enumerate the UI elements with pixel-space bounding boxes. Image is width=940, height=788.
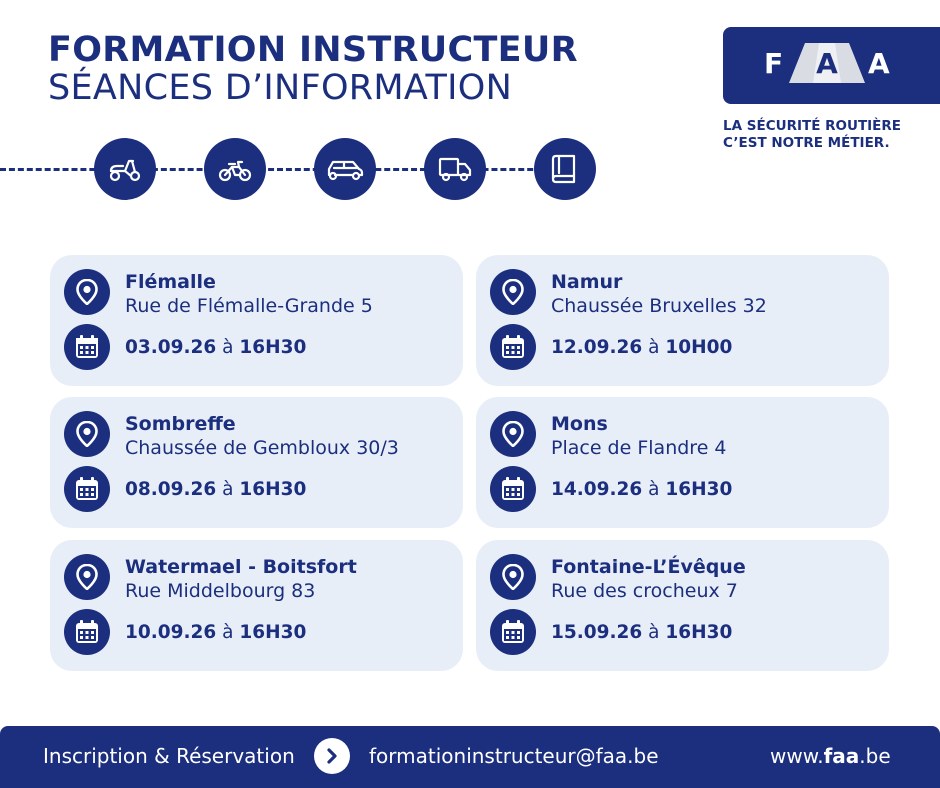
session-connector: à bbox=[216, 622, 240, 643]
location-pin-icon bbox=[64, 269, 110, 315]
website-link[interactable] bbox=[770, 744, 891, 768]
location-pin-icon bbox=[64, 554, 110, 600]
session-datetime bbox=[125, 622, 306, 643]
book-icon bbox=[534, 138, 596, 200]
session-time: 16H30 bbox=[239, 622, 307, 643]
website-domain: faa bbox=[823, 744, 860, 768]
session-connector: à bbox=[216, 337, 240, 358]
session-date: 08.09.26 bbox=[125, 479, 217, 500]
email-link[interactable]: formationinstructeur@faa.be bbox=[369, 744, 659, 768]
calendar-icon bbox=[64, 466, 110, 512]
session-card-watermael-boitsfort bbox=[50, 540, 463, 671]
session-address: Place de Flandre 4 bbox=[551, 437, 727, 459]
location-pin-icon bbox=[490, 411, 536, 457]
website-suffix: .be bbox=[859, 744, 891, 768]
tagline bbox=[723, 118, 901, 152]
session-date: 12.09.26 bbox=[551, 337, 643, 358]
calendar-icon bbox=[490, 324, 536, 370]
session-card-sombreffe bbox=[50, 397, 463, 528]
signup-label: Inscription & Réservation bbox=[43, 744, 295, 768]
website-prefix: www. bbox=[770, 744, 824, 768]
page-subtitle: SÉANCES D’INFORMATION bbox=[48, 68, 513, 108]
session-connector: à bbox=[216, 479, 240, 500]
session-address: Rue Middelbourg 83 bbox=[125, 580, 316, 602]
session-time: 10H00 bbox=[665, 337, 733, 358]
session-connector: à bbox=[642, 622, 666, 643]
truck-icon bbox=[424, 138, 486, 200]
location-pin-icon bbox=[490, 554, 536, 600]
logo-letter: A bbox=[816, 47, 838, 80]
session-city: Mons bbox=[551, 413, 608, 435]
session-city: Flémalle bbox=[125, 271, 216, 293]
session-datetime bbox=[551, 622, 732, 643]
logo-letter: F bbox=[764, 47, 784, 80]
calendar-icon bbox=[490, 466, 536, 512]
location-pin-icon bbox=[490, 269, 536, 315]
session-connector: à bbox=[642, 479, 666, 500]
logo-letter: A bbox=[868, 47, 890, 80]
session-address: Rue de Flémalle-Grande 5 bbox=[125, 295, 373, 317]
session-address: Chaussée Bruxelles 32 bbox=[551, 295, 767, 317]
session-time: 16H30 bbox=[665, 622, 733, 643]
session-time: 16H30 bbox=[239, 479, 307, 500]
location-pin-icon bbox=[64, 411, 110, 457]
session-datetime bbox=[125, 479, 306, 500]
session-address: Rue des crocheux 7 bbox=[551, 580, 738, 602]
session-city: Watermael - Boitsfort bbox=[125, 556, 357, 578]
tagline-line: LA SÉCURITÉ ROUTIÈRE bbox=[723, 118, 902, 134]
session-card-mons bbox=[476, 397, 889, 528]
session-city: Sombreffe bbox=[125, 413, 236, 435]
footer-bar bbox=[0, 726, 940, 788]
session-address: Chaussée de Gembloux 30/3 bbox=[125, 437, 399, 459]
scooter-icon bbox=[94, 138, 156, 200]
session-date: 10.09.26 bbox=[125, 622, 217, 643]
session-city: Namur bbox=[551, 271, 623, 293]
tagline-line: C’EST NOTRE MÉTIER. bbox=[723, 135, 890, 151]
faa-logo bbox=[723, 27, 940, 104]
session-date: 03.09.26 bbox=[125, 337, 217, 358]
session-time: 16H30 bbox=[665, 479, 733, 500]
calendar-icon bbox=[490, 609, 536, 655]
session-datetime bbox=[551, 337, 732, 358]
car-icon bbox=[314, 138, 376, 200]
calendar-icon bbox=[64, 609, 110, 655]
page-title: FORMATION INSTRUCTEUR bbox=[48, 30, 578, 70]
session-card-namur bbox=[476, 255, 889, 386]
session-date: 14.09.26 bbox=[551, 479, 643, 500]
motorcycle-icon bbox=[204, 138, 266, 200]
session-datetime bbox=[125, 337, 306, 358]
session-connector: à bbox=[642, 337, 666, 358]
session-datetime bbox=[551, 479, 732, 500]
chevron-right-icon[interactable] bbox=[314, 738, 350, 774]
session-card-fontaine-leveque bbox=[476, 540, 889, 671]
session-time: 16H30 bbox=[239, 337, 307, 358]
session-date: 15.09.26 bbox=[551, 622, 643, 643]
session-city: Fontaine-L’Évêque bbox=[551, 556, 746, 578]
calendar-icon bbox=[64, 324, 110, 370]
session-card-flemalle bbox=[50, 255, 463, 386]
